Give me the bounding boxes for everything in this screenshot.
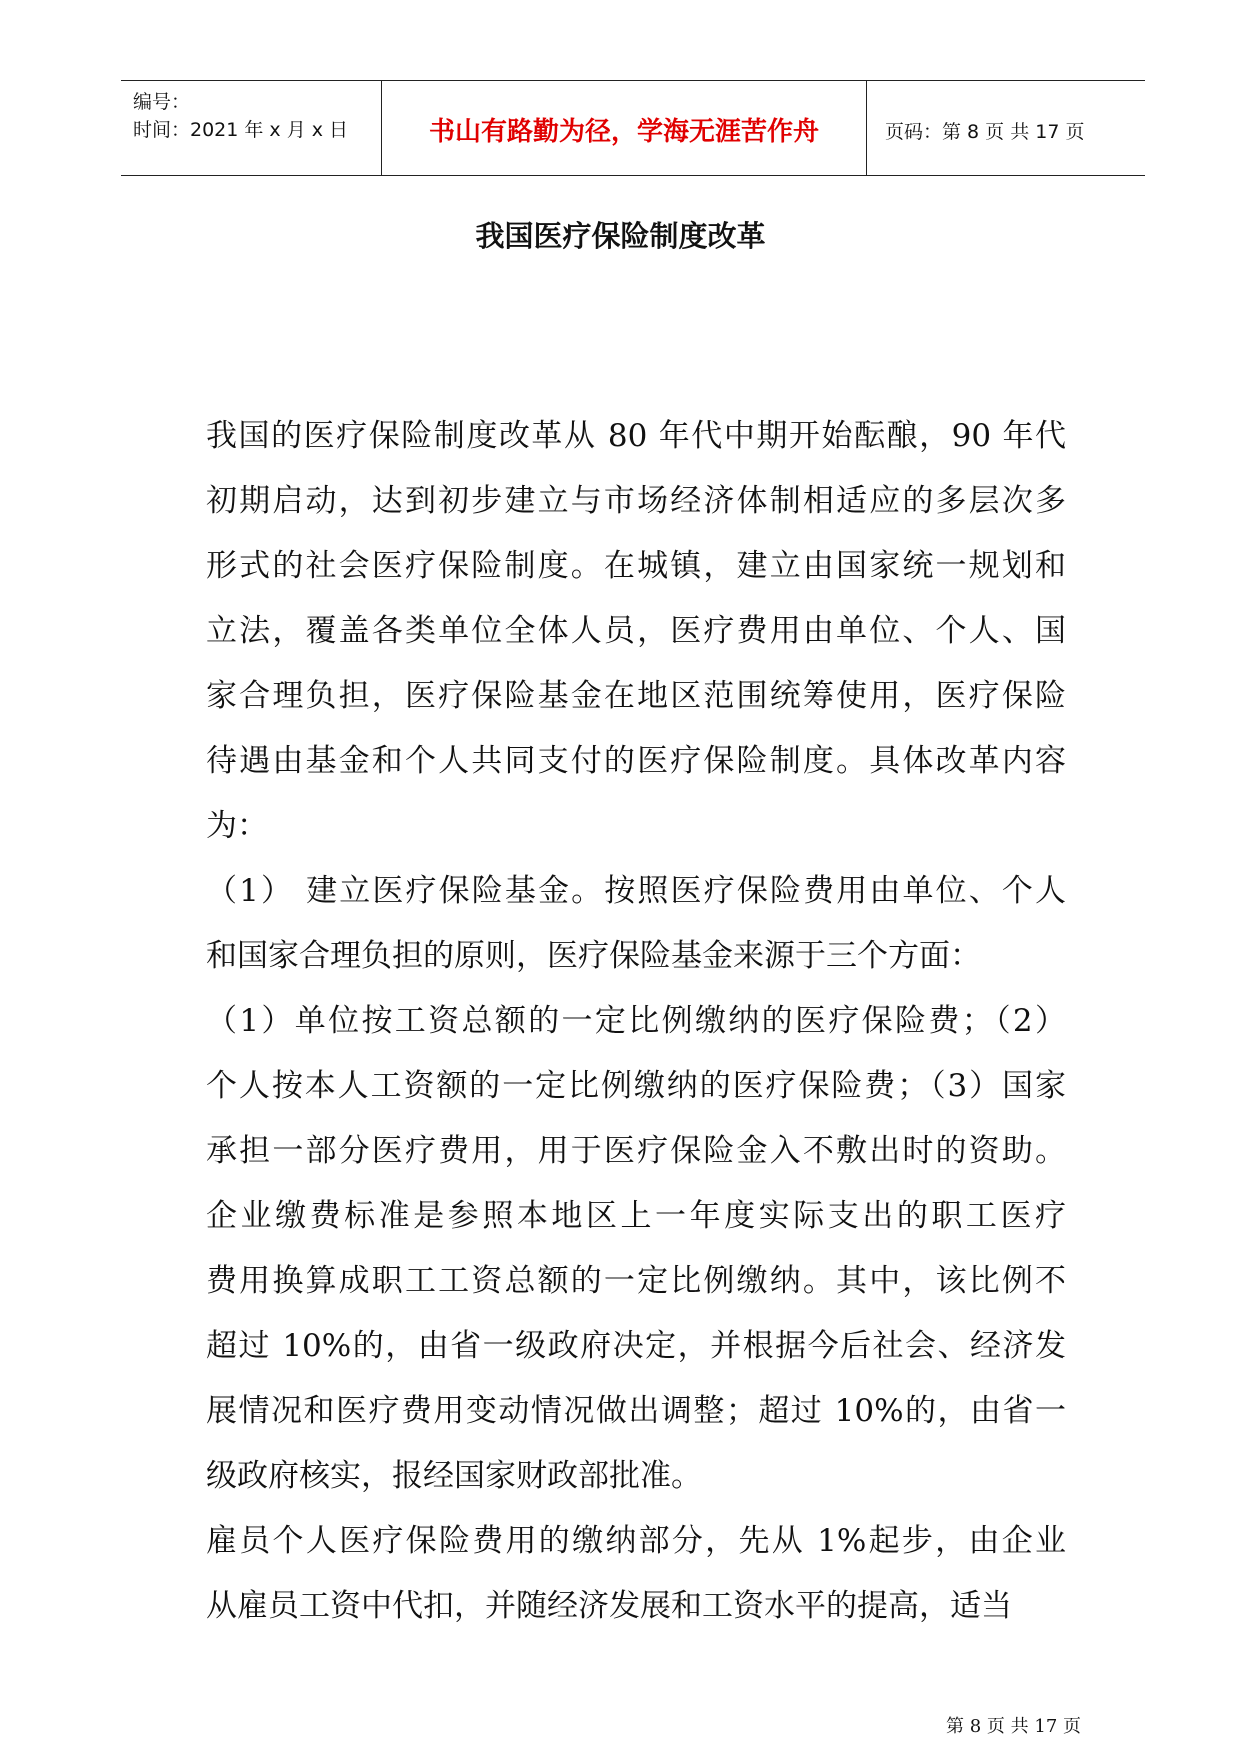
text-line: 初期启动，达到初步建立与市场经济体制相适应的多层次多 [206, 483, 1066, 519]
document-title: 我国医疗保险制度改革 [475, 219, 766, 253]
text-line: 我国的医疗保险制度改革从 80 年代中期开始酝酿，90 年代 [206, 418, 1066, 454]
header-table [121, 80, 1145, 176]
text-line: 为： [206, 808, 268, 844]
footer-page-number: 第 8 页 共 17 页 [946, 1716, 1081, 1737]
text-line: 雇员个人医疗保险费用的缴纳部分，先从 1%起步，由企业 [206, 1523, 1066, 1559]
text-line: 费用换算成职工工资总额的一定比例缴纳。其中，该比例不 [206, 1263, 1066, 1299]
text-line: 展情况和医疗费用变动情况做出调整；超过 10%的，由省一 [206, 1393, 1066, 1429]
text-line: 个人按本人工资额的一定比例缴纳的医疗保险费；（3）国家 [206, 1068, 1066, 1104]
text-line: 企业缴费标准是参照本地区上一年度实际支出的职工医疗 [206, 1198, 1066, 1234]
text-line: （1）单位按工资总额的一定比例缴纳的医疗保险费；（2） [206, 1003, 1066, 1039]
document-id-label: 编号： [133, 91, 191, 113]
header-info-cell [121, 81, 381, 175]
header-page-cell [867, 81, 1145, 175]
text-line: 从雇员工资中代扣，并随经济发展和工资水平的提高，适当 [206, 1588, 1012, 1624]
text-line: 待遇由基金和个人共同支付的医疗保险制度。具体改革内容 [206, 743, 1066, 779]
text-line: 家合理负担，医疗保险基金在地区范围统筹使用，医疗保险 [206, 678, 1066, 714]
header-page-number: 页码：第 8 页 共 17 页 [885, 121, 1085, 143]
text-line: 承担一部分医疗费用，用于医疗保险金入不敷出时的资助。 [206, 1133, 1066, 1169]
document-body [206, 404, 1066, 1639]
text-line: （1） 建立医疗保险基金。按照医疗保险费用由单位、个人 [206, 873, 1066, 909]
text-line: 和国家合理负担的原则，医疗保险基金来源于三个方面： [206, 938, 981, 974]
text-line: 立法，覆盖各类单位全体人员，医疗费用由单位、个人、国 [206, 613, 1066, 649]
motto-text: 书山有路勤为径，学海无涯苦作舟 [428, 117, 819, 147]
text-line: 级政府核实，报经国家财政部批准。 [206, 1458, 702, 1494]
document-time-label: 时间：2021 年 x 月 x 日 [133, 119, 349, 141]
text-line: 超过 10%的，由省一级政府决定，并根据今后社会、经济发 [206, 1328, 1066, 1364]
text-line: 形式的社会医疗保险制度。在城镇，建立由国家统一规划和 [206, 548, 1066, 584]
header-motto-cell [381, 81, 867, 175]
